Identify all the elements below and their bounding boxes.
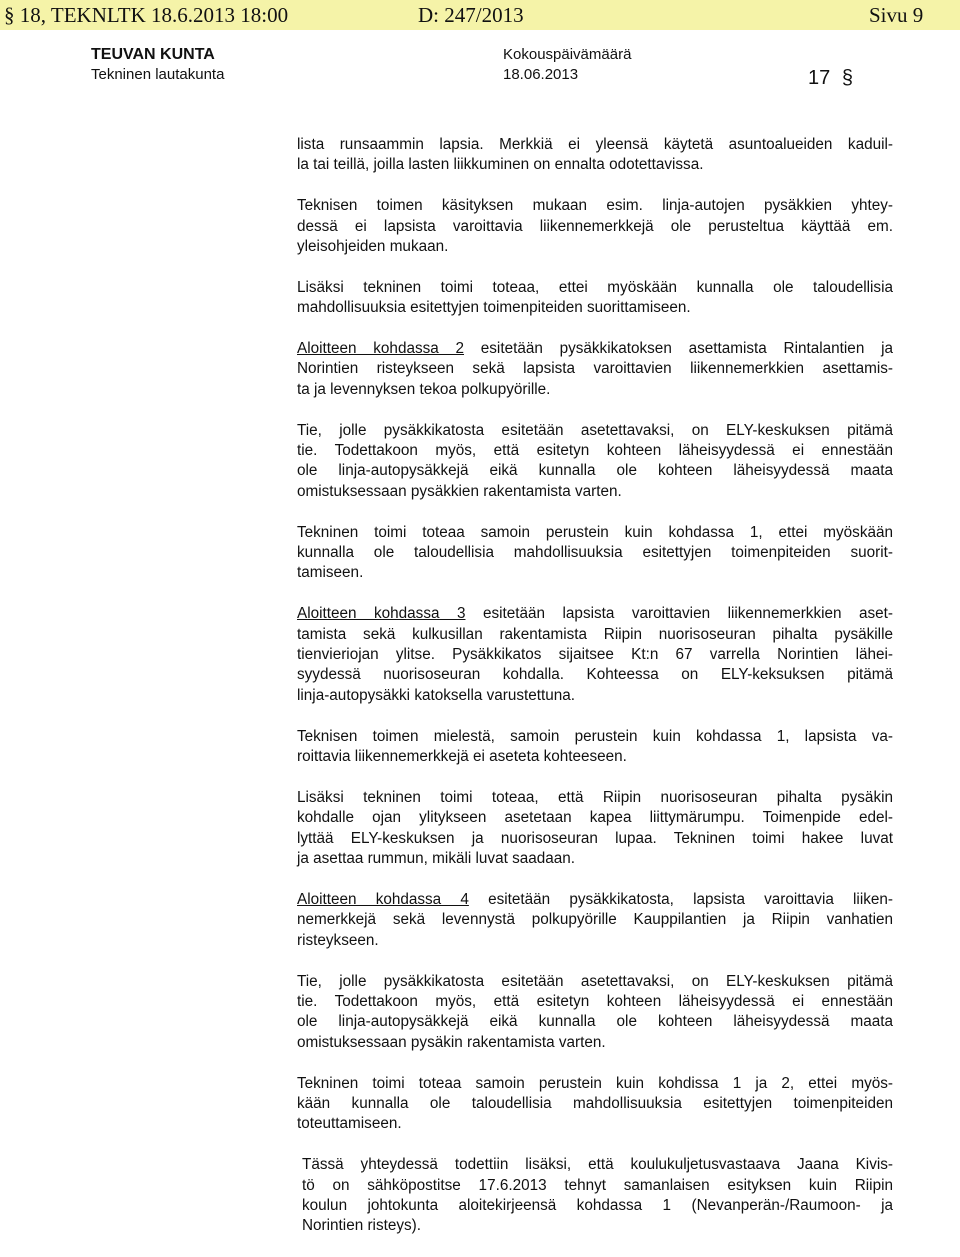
- paragraph: [297, 890, 893, 951]
- paragraph: [297, 1074, 893, 1135]
- text-segment: syydessä nuorisoseuran kohdalla. Kohteessa on ELY-keksuksen pitämä: [297, 666, 893, 684]
- paragraph: [297, 972, 893, 1054]
- paragraph: [297, 135, 893, 176]
- text-line: [297, 931, 893, 951]
- text-segment: mahdollisuuksia esitettyjen toimenpiteiden suorittamiseen.: [297, 299, 691, 317]
- text-segment: lista runsaammin lapsia. Merkkiä ei yleensä käytetä asuntoalueiden kaduil-: [297, 136, 893, 153]
- text-segment: Tekninen toimi toteaa samoin perustein kuin kohdissa 1 ja 2, ettei myös-: [297, 1074, 893, 1092]
- text-line: [297, 1114, 893, 1134]
- paragraph: [297, 604, 893, 706]
- text-line: [297, 278, 893, 298]
- text-segment: Tässä yhteydessä todettiin lisäksi, että koulukuljetusvastaava Jaana Kivis-: [302, 1156, 893, 1174]
- text-segment: la tai teillä, joilla lasten liikkuminen on ennalta odotettavissa.: [297, 156, 704, 174]
- text-segment: ole linja-autopysäkkejä eikä kunnalla ole kohteen läheisyydessä maata: [297, 1013, 893, 1031]
- meeting-date-label: Kokouspäivämäärä: [503, 46, 632, 63]
- text-line: [297, 890, 893, 910]
- text-segment: nemerkkejä sekä levennystä polkupyörille Kauppilantien ja Riipin vanhatien: [297, 911, 893, 929]
- meeting-date: 18.06.2013: [503, 66, 579, 83]
- underlined-heading: Aloitteen kohdassa 2: [297, 340, 465, 358]
- text-segment: omistuksessaan pysäkkien rakentamista varten.: [297, 482, 622, 500]
- text-line: [297, 972, 893, 992]
- banner-page: Sivu 9: [869, 3, 924, 27]
- text-segment: esitetään lapsista varoittavien liikennemerkkien aset-: [465, 605, 893, 623]
- paragraph: [297, 278, 893, 319]
- text-line: [297, 686, 893, 706]
- text-segment: ole linja-autopysäkkejä eikä kunnalla ole kohteen läheisyydessä maata: [297, 462, 893, 480]
- text-line: [297, 441, 893, 461]
- text-segment: Lisäksi tekninen toimi toteaa, ettei myöskään kunnalla ole taloudellisia: [297, 278, 893, 296]
- text-segment: tienvieriojan ylitse. Pysäkkikatos sijaitsee Kt:n 67 varrella Norintien lähei-: [297, 646, 893, 664]
- text-segment: Lisäksi tekninen toimi toteaa, että Riipin nuorisoseuran pihalta pysäkin: [297, 788, 893, 806]
- text-line: [297, 523, 893, 543]
- text-line: [297, 237, 893, 257]
- text-segment: Tie, jolle pysäkkikatosta esitetään asetettavaksi, on ELY-keskuksen pitämä: [297, 972, 893, 990]
- text-line: [297, 849, 893, 869]
- section-number-value: 17: [808, 67, 831, 89]
- text-line: [297, 543, 893, 563]
- text-line: [302, 1155, 893, 1175]
- text-line: [297, 665, 893, 685]
- text-segment: toteuttamiseen.: [297, 1115, 402, 1133]
- text-line: [297, 808, 893, 828]
- text-segment: risteykseen.: [297, 931, 379, 949]
- text-segment: koulun johtokunta aloitekirjeensä kohdassa 1 (Nevanperän-/Raumoon- ja: [302, 1196, 893, 1214]
- text-line: [297, 461, 893, 481]
- text-segment: Teknisen toimen mielestä, samoin perustein kuin kohdassa 1, lapsista va-: [297, 727, 893, 745]
- text-line: [302, 1176, 893, 1196]
- paragraph: [297, 523, 893, 584]
- text-line: [297, 359, 893, 379]
- text-line: [297, 604, 893, 624]
- text-line: [297, 1012, 893, 1032]
- text-line: [297, 829, 893, 849]
- text-line: [297, 625, 893, 645]
- text-line: [297, 1094, 893, 1114]
- text-segment: kään kunnalla ole taloudellisia mahdollisuuksia esitettyjen toimenpiteiden: [297, 1094, 893, 1112]
- paragraph: [297, 196, 893, 257]
- paragraph: [297, 788, 893, 870]
- committee-name: Tekninen lautakunta: [91, 66, 225, 83]
- text-line: [297, 1033, 893, 1053]
- text-line: [297, 421, 893, 441]
- underlined-heading: Aloitteen kohdassa 3: [297, 605, 466, 623]
- text-line: [297, 910, 893, 930]
- text-segment: linja-autopysäkki katoksella varustettuna.: [297, 686, 576, 704]
- text-segment: kunnalla ole taloudellisia mahdollisuuksia esitettyjen toimenpiteiden suorit-: [297, 544, 893, 562]
- paragraph: [302, 1155, 893, 1237]
- text-line: [297, 196, 893, 216]
- text-segment: Norintien risteykseen sekä lapsista varoittavien liikennemerkkien asettamis-: [297, 360, 893, 378]
- text-segment: omistuksessaan pysäkin rakentamista varten.: [297, 1033, 606, 1051]
- document-body: [297, 135, 893, 1257]
- text-line: [297, 482, 893, 502]
- text-segment: yleisohjeiden mukaan.: [297, 238, 449, 256]
- paragraph: [297, 339, 893, 400]
- text-line: [297, 135, 893, 155]
- text-segment: ta ja levennyksen tekoa polkupyörille.: [297, 380, 551, 398]
- text-segment: esitetään pysäkkikatosta, lapsista varoittavia liiken-: [468, 890, 893, 908]
- banner-record: D: 247/2013: [418, 3, 524, 27]
- text-segment: esitetään pysäkkikatoksen asettamista Rintalantien ja: [464, 340, 893, 358]
- text-line: [297, 155, 893, 175]
- text-segment: lyttää ELY-keskuksen ja nuorisoseuran lupaa. Tekninen toimi hakee luvat: [297, 829, 893, 847]
- text-line: [297, 298, 893, 318]
- text-segment: kohdalle ojan ylitykseen asetetaan kapea liittymärumpu. Toimenpide edel-: [297, 809, 893, 827]
- text-segment: tamista sekä kulkusillan rakentamista Riipin nuorisoseuran pihalta pysäkille: [297, 625, 893, 643]
- text-segment: tie. Todettakoon myös, että esitetyn kohteen läheisyydessä ei ennestään: [297, 992, 893, 1010]
- text-line: [297, 788, 893, 808]
- underlined-heading: Aloitteen kohdassa 4: [297, 890, 469, 908]
- paragraph: [297, 421, 893, 503]
- text-line: [297, 380, 893, 400]
- text-segment: Tie, jolle pysäkkikatosta esitetään asetettavaksi, on ELY-keskuksen pitämä: [297, 421, 893, 439]
- text-segment: dessä ei lapsista varoittavia liikennemerkkejä ole perusteltua käyttää em.: [297, 217, 893, 235]
- section-number: [808, 66, 853, 90]
- text-line: [297, 563, 893, 583]
- text-segment: ja asettaa rummun, mikäli luvat saadaan.: [297, 850, 576, 868]
- text-line: [302, 1216, 893, 1236]
- text-line: [302, 1196, 893, 1216]
- org-name: TEUVAN KUNTA: [91, 46, 215, 63]
- text-segment: Tekninen toimi toteaa samoin perustein kuin kohdassa 1, ettei myöskään: [297, 523, 893, 541]
- record-banner: [0, 0, 960, 30]
- text-line: [297, 727, 893, 747]
- paragraph: [297, 727, 893, 768]
- text-line: [297, 1074, 893, 1094]
- text-line: [297, 645, 893, 665]
- text-segment: Norintien risteys).: [302, 1217, 422, 1235]
- text-segment: tie. Todettakoon myös, että esitetyn kohteen läheisyydessä ei ennestään: [297, 442, 893, 460]
- text-segment: roittavia liikennemerkkejä ei aseteta kohteeseen.: [297, 748, 627, 766]
- text-segment: Teknisen toimen käsityksen mukaan esim. linja-autojen pysäkkien yhtey-: [297, 197, 893, 215]
- banner-section: § 18, TEKNLTK 18.6.2013 18:00: [4, 3, 289, 27]
- text-segment: tö on sähköpostitse 17.6.2013 tehnyt samanlaisen esityksen kuin Riipin: [302, 1176, 893, 1194]
- text-segment: tamiseen.: [297, 564, 364, 582]
- section-mark: §: [841, 67, 853, 89]
- text-line: [297, 217, 893, 237]
- text-line: [297, 339, 893, 359]
- text-line: [297, 992, 893, 1012]
- text-line: [297, 747, 893, 767]
